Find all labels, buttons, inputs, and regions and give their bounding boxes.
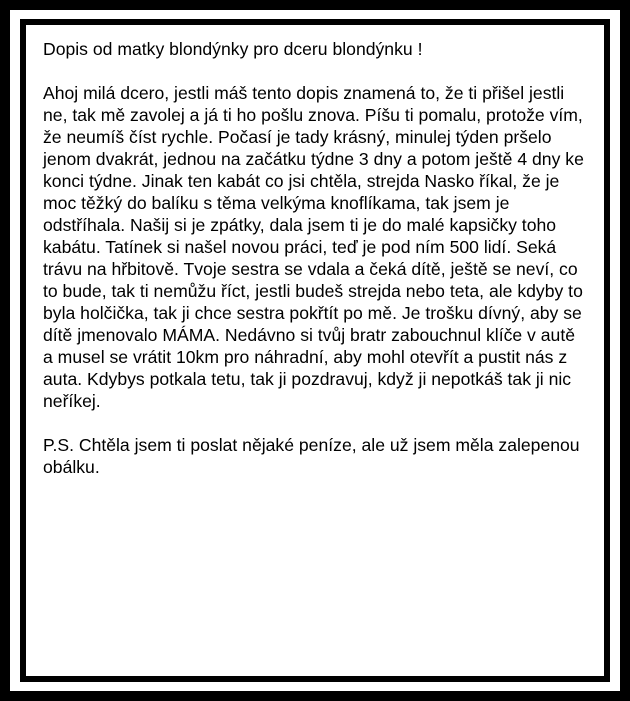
letter-title: Dopis od matky blondýnky pro dceru blondýnku ! xyxy=(43,39,423,59)
letter-postscript: P.S. Chtěla jsem ti poslat nějaké peníze, ale už jsem měla zalepenou obálku. xyxy=(43,435,580,477)
letter-body: Ahoj milá dcero, jestli máš tento dopis znamená to, že ti přišel jestli ne, tak mě zavolej a já ti ho pošlu znova. Píšu ti pomalu, protože vím, že neumíš číst rychle. Počasí je tady krásný, minulej týden pršelo jenom dvakrát, jednou na začátku týdne 3 dny a potom ještě 4 dny ke konci týdne. Jinak ten kabát co jsi chtěla, strejda Nasko říkal, že je moc těžký do balíku s těma velkýma knoflíkama, tak jsem je odstříhala. Našij si je zpátky, dala jsem ti je do malé kapsičky toho kabátu. Tatínek si našel novou práci, teď je pod ním 500 lidí. Seká trávu na hřbitově. Tvoje sestra se vdala a čeká dítě, ještě se neví, co to bude, tak ti nemůžu říct, jestli budeš strejda nebo teta, ale kdyby to byla holčička, tak ji chce sestra pokřtít po mě. Je trošku dívný, aby se dítě jmenovalo MÁMA. Nedávno si tvůj bratr zabouchnul klíče v autě a musel se vrátit 10km pro náhradní, aby mohl otevřít a pustit nás z auta. Kdybys potkala tetu, tak ji pozdravuj, když ji nepotkáš tak ji nic neříkej. xyxy=(43,83,584,411)
letter-content xyxy=(43,38,588,478)
